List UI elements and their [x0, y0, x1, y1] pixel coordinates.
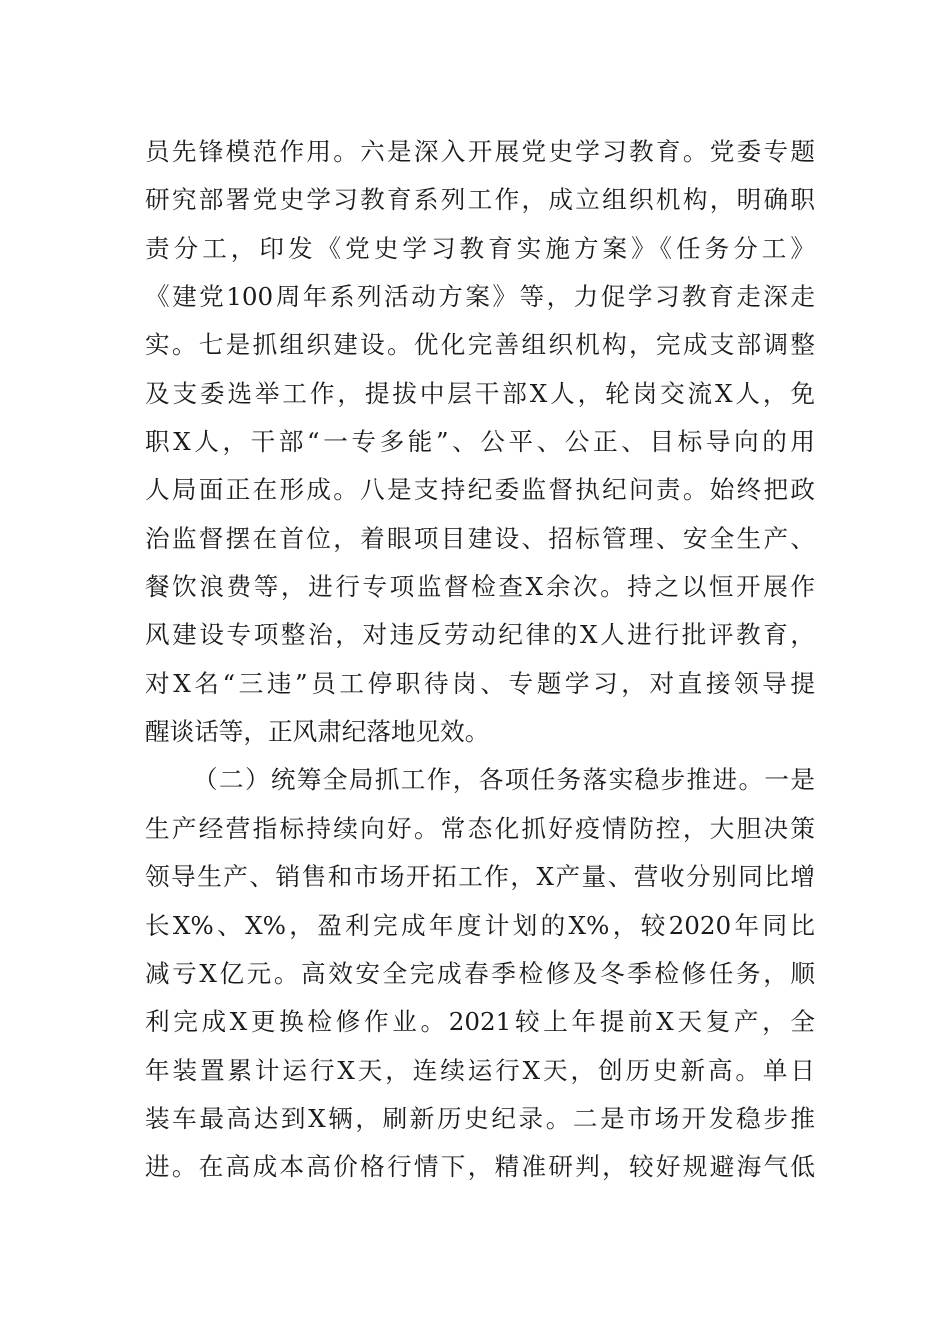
text-line: 实。七是抓组织建设。优化完善组织机构，完成支部调整: [145, 330, 815, 360]
text-line: 人局面正在形成。八是支持纪委监督执纪问责。始终把政: [145, 475, 815, 505]
text-line: 职X人，干部“一专多能”、公平、公正、目标导向的用: [145, 427, 815, 457]
text-line: 领导生产、销售和市场开拓工作，X产量、营收分别同比增: [145, 862, 815, 892]
text-line: 员先锋模范作用。六是深入开展党史学习教育。党委专题: [145, 137, 815, 166]
text-line: 治监督摆在首位，着眼项目建设、招标管理、安全生产、: [145, 523, 815, 553]
section-heading-line: （二）统筹全局抓工作，各项任务落实稳步推进。一是: [193, 765, 815, 795]
text-line: 责分工，印发《党史学习教育实施方案》《任务分工》: [145, 233, 815, 263]
text-line: 生产经营指标持续向好。常态化抓好疫情防控，大胆决策: [145, 813, 815, 843]
text-line: 减亏X亿元。高效安全完成春季检修及冬季检修任务，顺: [145, 958, 815, 988]
text-line: 年装置累计运行X天，连续运行X天，创历史新高。单日: [145, 1055, 815, 1085]
text-line: 进。在高成本高价格行情下，精准研判，较好规避海气低: [145, 1152, 815, 1182]
text-line: 研究部署党史学习教育系列工作，成立组织机构，明确职: [145, 185, 815, 215]
text-line: 对X名“三违”员工停职待岗、专题学习，对直接领导提: [145, 668, 815, 698]
text-line: 醒谈话等，正风肃纪落地见效。: [145, 717, 490, 747]
text-line: 风建设专项整治，对违反劳动纪律的X人进行批评教育，: [145, 620, 815, 650]
text-line: 利完成X更换检修作业。2021较上年提前X天复产，全: [145, 1007, 815, 1037]
text-line: 及支委选举工作，提拔中层干部X人，轮岗交流X人，免: [145, 378, 815, 408]
text-line: 《建党100周年系列活动方案》等，力促学习教育走深走: [145, 282, 815, 312]
text-line: 装车最高达到X辆，刷新历史纪录。二是市场开发稳步推: [145, 1103, 815, 1133]
body-text: [145, 128, 815, 1192]
text-line: 长X%、X%，盈利完成年度计划的X%，较2020年同比: [145, 910, 815, 940]
text-line: 餐饮浪费等，进行专项监督检查X余次。持之以恒开展作: [145, 572, 815, 602]
